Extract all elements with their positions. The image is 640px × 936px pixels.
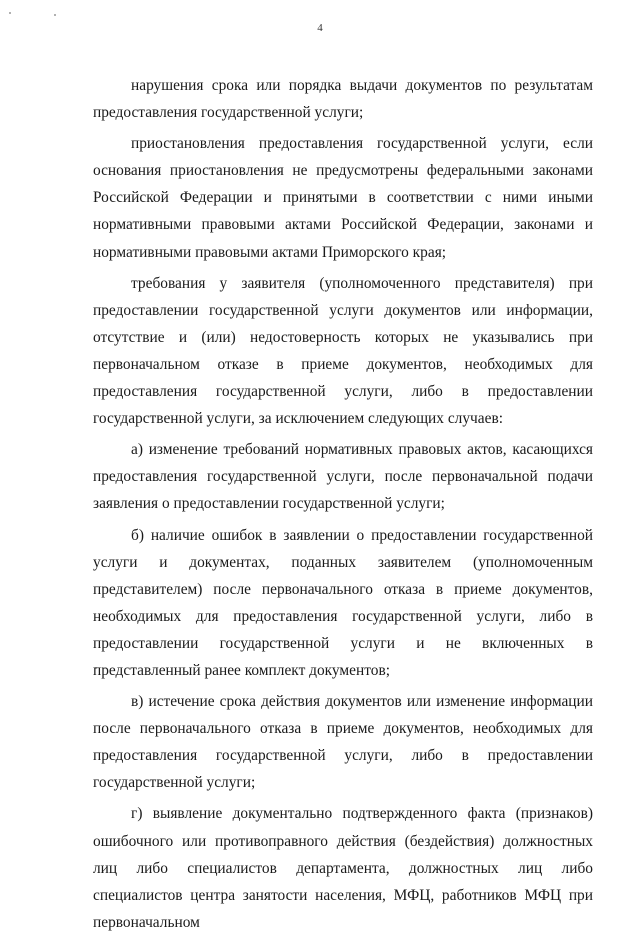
paragraph-item-b: б) наличие ошибок в заявлении о предоставлении государственной услуги и документах, поданных заявителем (уполномоченным представителем) после первоначального отказа в приеме документов, необходимых для предоставления государственной услуги, либо в предоставлении государственной услуги и не включенных в представленный ранее комплект документов; xyxy=(93,526,593,679)
scan-artifact xyxy=(9,12,11,14)
paragraph-item-a: а) изменение требований нормативных правовых актов, касающихся предоставления государственной услуги, после первоначальной подачи заявления о предоставлении государственной услуги; xyxy=(93,441,593,513)
document-body xyxy=(93,72,593,936)
paragraph-item-g: г) выявление документально подтвержденного факта (признаков) ошибочного или противоправного действия (бездействия) должностных лиц либо специалистов департамента, должностных лиц либо специалистов центра занятости населения, МФЦ, работников МФЦ при первоначальном xyxy=(93,805,593,931)
scan-artifact xyxy=(54,14,56,16)
paragraph-item-v: в) истечение срока действия документов или изменение информации после первоначального отказа в приеме документов, необходимых для предоставления государственной услуги, либо в предоставлении государственной услуги; xyxy=(93,693,593,792)
paragraph-violation-deadline: нарушения срока или порядка выдачи документов по результатам предоставления государственной услуги; xyxy=(93,77,593,122)
paragraph-suspension: приостановления предоставления государственной услуги, если основания приостановления не предусмотрены федеральными законами Российской Федерации и принятыми в соответствии с ними иными нормативными правовыми актами Российской Федерации, законами и нормативными правовыми актами Приморского края; xyxy=(93,135,593,261)
page-number: 4 xyxy=(317,22,323,34)
paragraph-requirements: требования у заявителя (уполномоченного представителя) при предоставлении государственной услуги документов или информации, отсутствие и (или) недостоверность которых не указывались при первоначальном отказе в приеме документов, необходимых для предоставления государственной услуги, либо в предоставлении государственной услуги, за исключением следующих случаев: xyxy=(93,274,593,428)
